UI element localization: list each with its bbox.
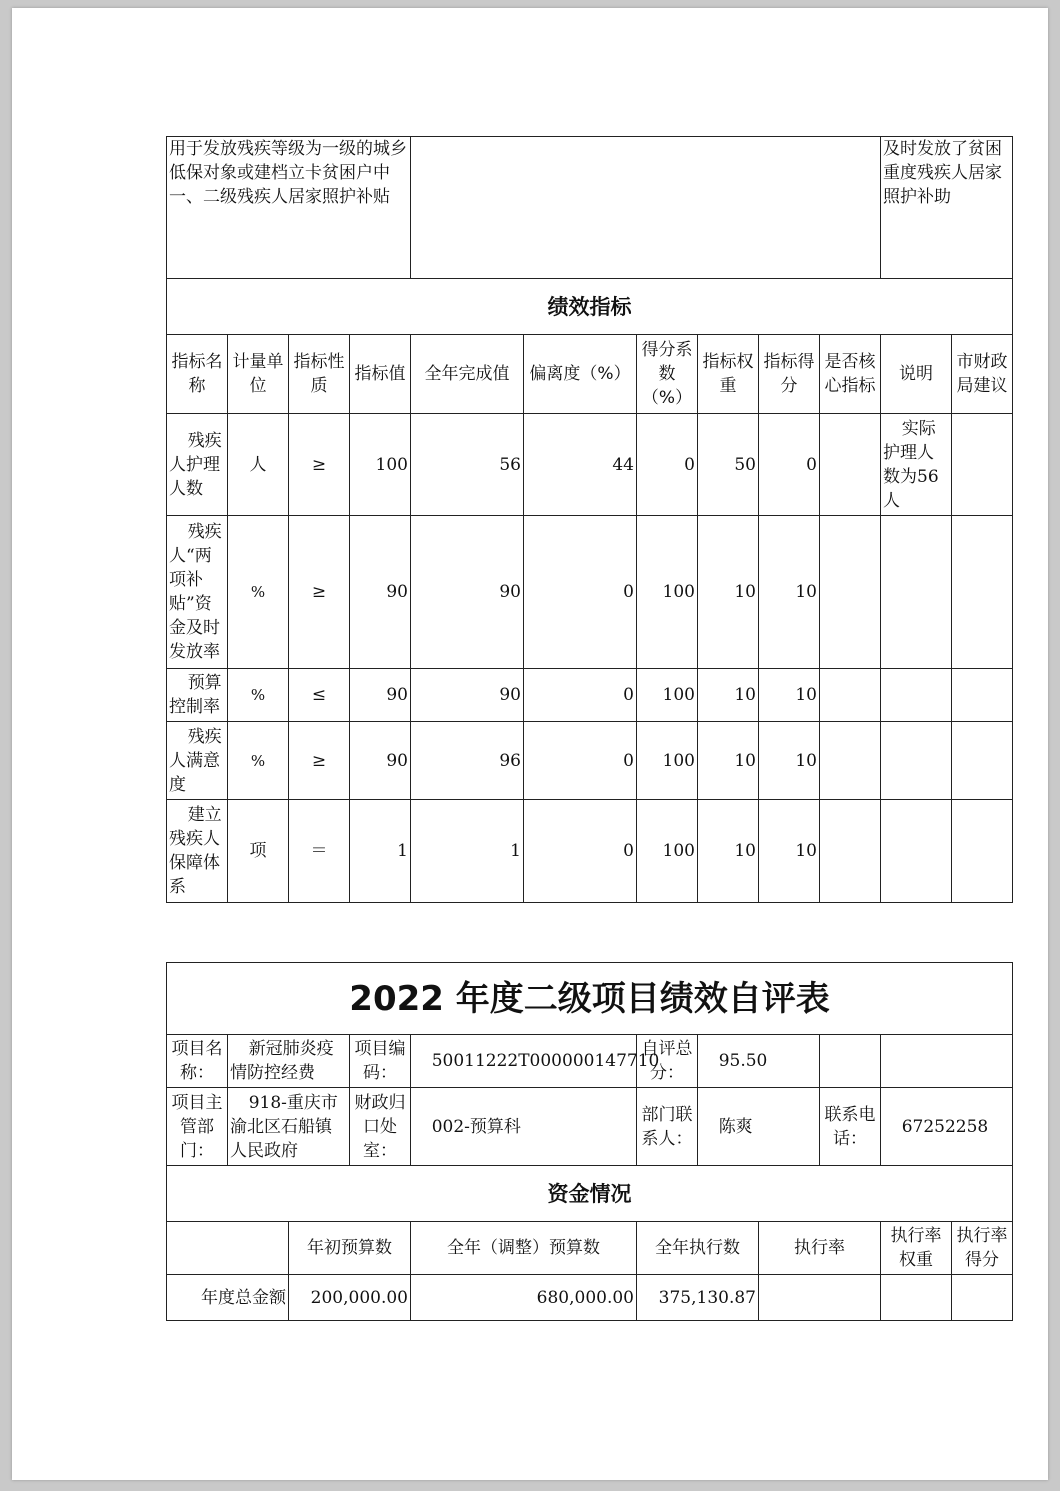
indicator-target: 90 <box>350 722 411 800</box>
perf-header-actual: 全年完成值 <box>411 335 524 414</box>
indicator-core <box>820 414 881 516</box>
indicator-target: 90 <box>350 669 411 722</box>
project-name-label: 项目名称： <box>167 1035 228 1088</box>
perf-header-deviation: 偏离度（%） <box>524 335 637 414</box>
goal-result-cell: 及时发放了贫困重度残疾人居家照护补助 <box>881 137 1013 279</box>
perf-header-coef: 得分系数（%） <box>637 335 698 414</box>
indicator-actual: 90 <box>411 669 524 722</box>
phone-label: 联系电话： <box>820 1088 881 1166</box>
perf-header-weight: 指标权重 <box>698 335 759 414</box>
indicator-weight: 10 <box>698 669 759 722</box>
funds-header-rate: 执行率 <box>759 1222 881 1275</box>
indicator-coef: 100 <box>637 669 698 722</box>
indicator-score: 10 <box>759 669 820 722</box>
indicator-unit: % <box>228 722 289 800</box>
indicator-deviation: 0 <box>524 722 637 800</box>
indicator-score: 10 <box>759 722 820 800</box>
goal-middle-cell <box>411 137 881 279</box>
indicator-weight: 10 <box>698 722 759 800</box>
indicator-coef: 100 <box>637 800 698 903</box>
self-score-label: 自评总分： <box>637 1035 698 1088</box>
dept-info-row <box>167 1088 1013 1166</box>
indicator-note <box>881 722 952 800</box>
indicator-name: 残疾人“两项补贴”资金及时发放率 <box>167 516 228 669</box>
perf-header-score: 指标得分 <box>759 335 820 414</box>
funds-header-adjusted: 全年（调整）预算数 <box>411 1222 637 1275</box>
indicator-advice <box>952 516 1013 669</box>
indicator-deviation: 0 <box>524 800 637 903</box>
indicator-advice <box>952 722 1013 800</box>
indicator-deviation: 0 <box>524 669 637 722</box>
indicator-target: 1 <box>350 800 411 903</box>
perf-section-title: 绩效指标 <box>167 279 1013 335</box>
funds-executed: 375,130.87 <box>637 1275 759 1321</box>
indicator-weight: 50 <box>698 414 759 516</box>
funds-adjusted: 680,000.00 <box>411 1275 637 1321</box>
finance-office: 002-预算科 <box>411 1088 637 1166</box>
perf-header-nature: 指标性质 <box>289 335 350 414</box>
indicator-name: 建立残疾人保障体系 <box>167 800 228 903</box>
performance-indicator-table <box>166 136 1013 903</box>
project-code: 50011222T000000147710 <box>411 1035 637 1088</box>
table-row <box>167 1275 1013 1321</box>
dept: 918-重庆市渝北区石船镇人民政府 <box>228 1088 350 1166</box>
indicator-coef: 100 <box>637 722 698 800</box>
indicator-nature: ≥ <box>289 516 350 669</box>
indicator-note <box>881 516 952 669</box>
self-evaluation-form <box>166 962 1013 1321</box>
indicator-nature: ≥ <box>289 414 350 516</box>
perf-header-core: 是否核心指标 <box>820 335 881 414</box>
funds-header-blank <box>167 1222 289 1275</box>
indicator-actual: 1 <box>411 800 524 903</box>
indicator-score: 0 <box>759 414 820 516</box>
indicator-core <box>820 800 881 903</box>
perf-header-target: 指标值 <box>350 335 411 414</box>
indicator-coef: 0 <box>637 414 698 516</box>
indicator-note: 实际护理人数为56人 <box>881 414 952 516</box>
indicator-coef: 100 <box>637 516 698 669</box>
funds-header-initial: 年初预算数 <box>289 1222 411 1275</box>
indicator-name: 残疾人护理人数 <box>167 414 228 516</box>
indicator-unit: 人 <box>228 414 289 516</box>
project-info-row <box>167 1035 1013 1088</box>
empty-cell <box>881 1035 1013 1088</box>
indicator-core <box>820 722 881 800</box>
empty-cell <box>820 1035 881 1088</box>
indicator-target: 100 <box>350 414 411 516</box>
funds-rate <box>759 1275 881 1321</box>
funds-rate-score <box>952 1275 1013 1321</box>
funds-header-rate-score: 执行率得分 <box>952 1222 1013 1275</box>
indicator-note <box>881 669 952 722</box>
project-code-label: 项目编码： <box>350 1035 411 1088</box>
indicator-actual: 90 <box>411 516 524 669</box>
funds-header-executed: 全年执行数 <box>637 1222 759 1275</box>
perf-header-row <box>167 335 1013 414</box>
indicator-unit: 项 <box>228 800 289 903</box>
indicator-unit: % <box>228 516 289 669</box>
goal-purpose-cell: 用于发放残疾等级为一级的城乡低保对象或建档立卡贫困户中一、二级残疾人居家照护补贴 <box>167 137 411 279</box>
indicator-nature: ≥ <box>289 722 350 800</box>
indicator-actual: 96 <box>411 722 524 800</box>
indicator-score: 10 <box>759 800 820 903</box>
indicator-weight: 10 <box>698 516 759 669</box>
table-row <box>167 722 1013 800</box>
table-row <box>167 800 1013 903</box>
document-page <box>12 8 1048 1480</box>
indicator-nature: ≤ <box>289 669 350 722</box>
form-title: 2022 年度二级项目绩效自评表 <box>167 963 1013 1035</box>
finance-office-label: 财政归口处室： <box>350 1088 411 1166</box>
funds-header-rate-weight: 执行率权重 <box>881 1222 952 1275</box>
indicator-deviation: 0 <box>524 516 637 669</box>
funds-rate-weight <box>881 1275 952 1321</box>
indicator-score: 10 <box>759 516 820 669</box>
contact: 陈爽 <box>698 1088 820 1166</box>
indicator-deviation: 44 <box>524 414 637 516</box>
indicator-name: 预算控制率 <box>167 669 228 722</box>
funds-row-label: 年度总金额 <box>167 1275 289 1321</box>
indicator-advice <box>952 800 1013 903</box>
indicator-target: 90 <box>350 516 411 669</box>
indicator-weight: 10 <box>698 800 759 903</box>
indicator-core <box>820 516 881 669</box>
indicator-name: 残疾人满意度 <box>167 722 228 800</box>
funds-initial: 200,000.00 <box>289 1275 411 1321</box>
indicator-note <box>881 800 952 903</box>
indicator-unit: % <box>228 669 289 722</box>
indicator-actual: 56 <box>411 414 524 516</box>
table-row <box>167 516 1013 669</box>
funds-header-row <box>167 1222 1013 1275</box>
perf-header-advice: 市财政局建议 <box>952 335 1013 414</box>
perf-header-unit: 计量单位 <box>228 335 289 414</box>
table-row <box>167 414 1013 516</box>
goal-row <box>167 137 1013 279</box>
funds-section-title: 资金情况 <box>167 1166 1013 1222</box>
self-score: 95.50 <box>698 1035 820 1088</box>
indicator-advice <box>952 669 1013 722</box>
phone: 67252258 <box>881 1088 1013 1166</box>
dept-label: 项目主管部门： <box>167 1088 228 1166</box>
table-row <box>167 669 1013 722</box>
project-name: 新冠肺炎疫情防控经费 <box>228 1035 350 1088</box>
indicator-advice <box>952 414 1013 516</box>
contact-label: 部门联系人： <box>637 1088 698 1166</box>
indicator-nature: ＝ <box>289 800 350 903</box>
perf-header-note: 说明 <box>881 335 952 414</box>
indicator-core <box>820 669 881 722</box>
perf-header-name: 指标名称 <box>167 335 228 414</box>
